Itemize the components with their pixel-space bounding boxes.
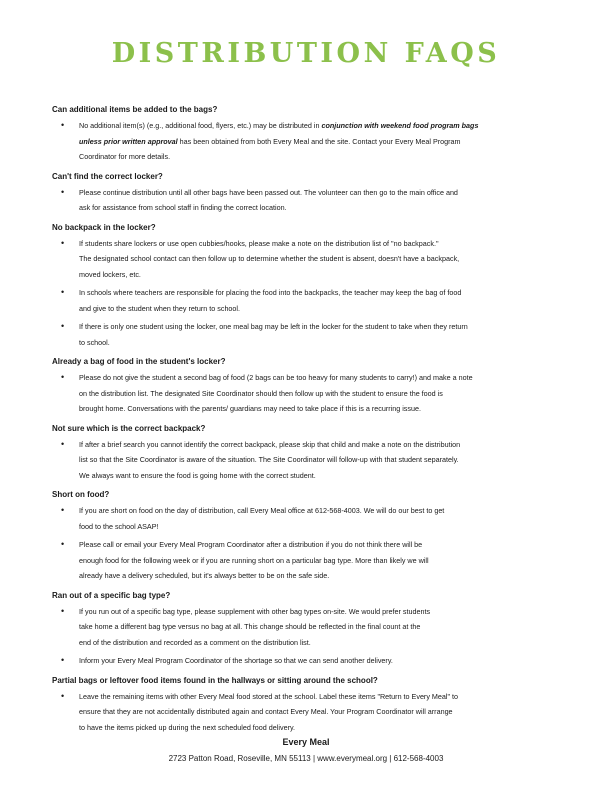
bullet-icon: • [61, 120, 65, 130]
faq-question: Can't find the correct locker? [52, 171, 163, 181]
answer-line [79, 519, 542, 535]
footer-organization-name: Every Meal [282, 737, 330, 747]
answer-text: food to the school ASAP! [79, 521, 159, 531]
faq-section [52, 590, 542, 669]
answer-line [79, 301, 542, 317]
answer-line [79, 452, 542, 468]
faq-section [52, 104, 542, 165]
faq-question: Short on food? [52, 490, 110, 499]
answer-line [79, 285, 542, 301]
faq-answer-item [52, 285, 542, 316]
bullet-icon: • [61, 539, 65, 549]
bullet-icon: • [61, 372, 65, 382]
faq-answer-item [52, 370, 542, 417]
answer-text: already have a delivery scheduled, but it's always better to be on the safe side. [79, 571, 330, 580]
answer-text: has been obtained from both Every Meal and the site. Contact your Every Meal Program [177, 136, 461, 146]
faq-question: Not sure which is the correct backpack? [52, 423, 206, 433]
answer-text: Please call or email your Every Meal Program Coordinator after a distribution if you do not think there will be [79, 540, 423, 549]
faq-answer-item [52, 689, 542, 736]
bullet-icon: • [61, 237, 65, 248]
answer-line [79, 386, 542, 402]
answer-line [79, 149, 542, 165]
answer-line [79, 635, 542, 651]
answer-line [79, 251, 542, 267]
answer-line [79, 689, 542, 705]
answer-text: take home a different bag type versus no bag at all. This change should be reflected in the final count at the [79, 622, 421, 631]
answer-line [79, 568, 542, 584]
faq-question: Can additional items be added to the bags? [52, 105, 218, 114]
faq-section [52, 489, 542, 584]
answer-line [79, 468, 542, 484]
faq-answer-item [52, 185, 542, 216]
faq-question: Partial bags or leftover food items found in the hallways or sitting around the school? [52, 675, 378, 685]
faq-question: Ran out of a specific bag type? [52, 590, 171, 600]
answer-text: The designated school contact can then follow up to determine whether the student is absent, doesn't have a backpack, [79, 254, 460, 263]
answer-text: end of the distribution and recorded as a comment on the distribution list. [79, 637, 311, 647]
answer-line [79, 267, 542, 283]
footer-contact-info: 2723 Patton Road, Roseville, MN 55113 | www.everymeal.org | 612-568-4003 [168, 754, 444, 763]
answer-text: list so that the Site Coordinator is aware of the situation. The Site Coordinator will follow-up with that student separately. [79, 455, 459, 464]
answer-text: Please continue distribution until all other bags have been passed out. The volunteer can then go to the main office and [79, 187, 458, 197]
answer-line [79, 553, 542, 569]
faq-list [52, 104, 542, 741]
bullet-icon: • [61, 690, 65, 701]
bullet-icon: • [61, 438, 65, 449]
emphasized-text: conjunction with weekend food program bags [321, 121, 479, 130]
answer-text: If students share lockers or use open cubbies/hooks, please make a note on the distribution list of "no backpack." [79, 238, 439, 248]
faq-answer-item [52, 236, 542, 283]
faq-answer-item [52, 604, 542, 651]
answer-text: to school. [79, 337, 110, 347]
answer-line [79, 604, 542, 620]
faq-section [52, 423, 542, 484]
answer-line [79, 537, 542, 553]
answer-text: If after a brief search you cannot identify the correct backpack, please skip that child and make a note on the distribution [79, 439, 461, 449]
answer-text: If you are short on food on the day of distribution, call Every Meal office at 612-568-4003. We will do our best to get [79, 506, 445, 515]
faq-answer-item [52, 537, 542, 584]
bullet-icon: • [61, 655, 65, 665]
faq-question: Already a bag of food in the student's locker? [52, 357, 226, 366]
faq-answer-item [52, 653, 542, 669]
faq-section [52, 356, 542, 417]
faq-section [52, 222, 542, 351]
answer-text: If you run out of a specific bag type, please supplement with other bag types on-site. We would prefer students [79, 606, 431, 616]
bullet-icon: • [61, 287, 65, 297]
answer-text: and give to the student when they return to school. [79, 303, 241, 313]
answer-line [79, 619, 542, 635]
answer-text: ensure that they are not accidentally distributed again and contact Every Meal. Your Program Coordinator will arrange [79, 707, 453, 716]
answer-text: to have the items picked up during the next scheduled food delivery. [79, 722, 296, 732]
answer-text: We always want to ensure the food is going home with the correct student. [79, 470, 316, 480]
answer-line [79, 134, 542, 150]
answer-text: brought home. Conversations with the parents/ guardians may need to take place if this is a recurring issue. [79, 404, 421, 413]
answer-line [79, 335, 542, 351]
answer-line [79, 401, 542, 417]
answer-text: Leave the remaining items with other Every Meal food stored at the school. Label these items "Return to Every Meal" to [79, 691, 459, 701]
answer-text: Coordinator for more details. [79, 152, 171, 161]
emphasized-text: unless prior written approval [79, 136, 178, 146]
faq-section [52, 675, 542, 736]
answer-text: If there is only one student using the locker, one meal bag may be left in the locker for the student to take when they return [79, 322, 468, 331]
answer-line [79, 118, 542, 134]
answer-line [79, 704, 542, 720]
answer-line [79, 503, 542, 519]
answer-text: Inform your Every Meal Program Coordinator of the shortage so that we can send another delivery. [79, 656, 393, 665]
answer-line [79, 236, 542, 252]
answer-line [79, 370, 542, 386]
answer-line [79, 653, 542, 669]
answer-line [79, 200, 542, 216]
answer-line [79, 720, 542, 736]
faq-answer-item [52, 118, 542, 165]
answer-line [79, 319, 542, 335]
bullet-icon: • [61, 505, 65, 515]
answer-text: Please do not give the student a second bag of food (2 bags can be too heavy for many students to carry!) and make a note [79, 373, 473, 382]
answer-text: ask for assistance from school staff in finding the correct location. [79, 203, 287, 212]
faq-question: No backpack in the locker? [52, 222, 156, 232]
bullet-icon: • [61, 186, 65, 197]
answer-line [79, 437, 542, 453]
faq-answer-item [52, 319, 542, 350]
answer-text: In schools where teachers are responsible for placing the food into the backpacks, the teacher may keep the bag of food [79, 288, 462, 297]
faq-section [52, 171, 542, 216]
answer-text: moved lockers, etc. [79, 269, 141, 279]
page-title: DISTRIBUTION FAQS [111, 38, 501, 69]
bullet-icon: • [61, 321, 65, 331]
bullet-icon: • [61, 605, 65, 616]
faq-answer-item [52, 437, 542, 484]
answer-text: enough food for the following week or if you are running short on a particular bag type. More than likely we will [79, 555, 429, 565]
faq-answer-item [52, 503, 542, 534]
answer-line [79, 185, 542, 201]
answer-text: on the distribution list. The designated Site Coordinator should then follow up with the student to ensure the food is [79, 388, 443, 398]
answer-text: No additional item(s) (e.g., additional food, flyers, etc.) may be distributed in [79, 121, 322, 130]
